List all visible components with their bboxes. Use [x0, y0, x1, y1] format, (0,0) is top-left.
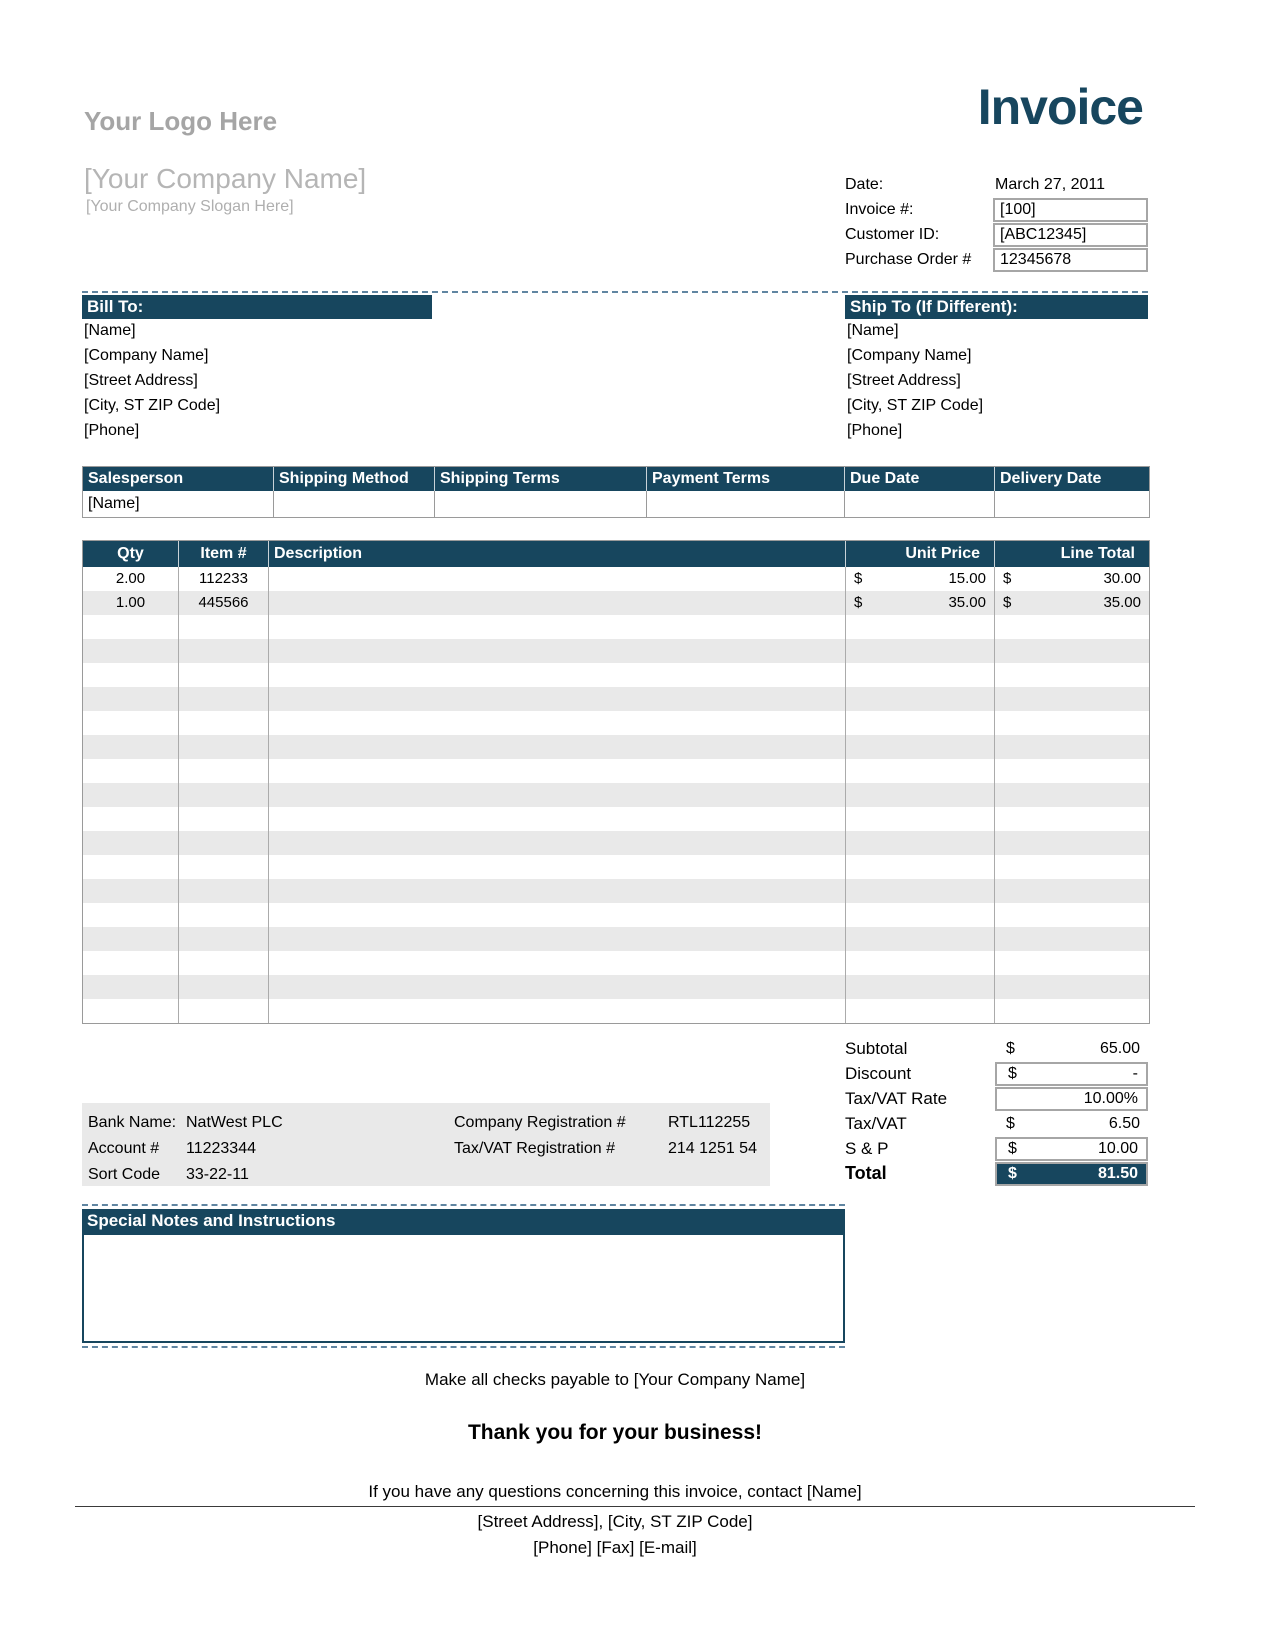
bank-row	[454, 1136, 757, 1162]
items-row	[83, 687, 1149, 711]
items-row	[83, 783, 1149, 807]
shipping-table-header-row	[83, 467, 1149, 491]
special-notes-input-area[interactable]	[82, 1233, 845, 1343]
item-number-cell	[179, 687, 269, 711]
totals-label: S & P	[845, 1138, 889, 1158]
currency-symbol: $	[1008, 1064, 1017, 1082]
item-number-cell	[179, 807, 269, 831]
bank-value: NatWest PLC	[186, 1114, 283, 1131]
currency-symbol: $	[1006, 1114, 1015, 1132]
qty-cell	[83, 663, 179, 687]
qty-cell	[83, 903, 179, 927]
address-line: [Street Address]	[847, 372, 961, 389]
totals-row	[845, 1161, 1148, 1186]
description-cell	[269, 759, 846, 783]
item-number-cell	[179, 855, 269, 879]
unit-price-cell	[846, 831, 995, 855]
meta-value-field[interactable]: [100]	[993, 198, 1148, 222]
shipping-header-cell: Due Date	[845, 467, 995, 491]
item-number-cell	[179, 999, 269, 1023]
item-number-cell	[179, 735, 269, 759]
items-row	[83, 567, 1149, 591]
special-notes-header: Special Notes and Instructions	[82, 1209, 845, 1233]
amount: 35.00	[948, 594, 986, 611]
unit-price-cell	[846, 567, 995, 591]
unit-price-cell	[846, 927, 995, 951]
totals-label: Total	[845, 1163, 887, 1183]
item-number-cell: 445566	[179, 591, 269, 615]
line-total-cell	[995, 975, 1149, 999]
qty-cell	[83, 687, 179, 711]
items-row	[83, 639, 1149, 663]
invoice-meta-row	[845, 222, 1148, 247]
line-total-cell	[995, 951, 1149, 975]
ship-to-address	[847, 318, 983, 443]
page-break-dashes	[82, 291, 1148, 293]
description-cell	[269, 927, 846, 951]
totals-value-box[interactable]	[995, 1062, 1148, 1086]
totals-label: Tax/VAT	[845, 1113, 907, 1133]
line-total-cell	[995, 591, 1149, 615]
qty-cell	[83, 999, 179, 1023]
shipping-row-cell	[995, 491, 1149, 517]
item-number-cell	[179, 759, 269, 783]
description-cell	[269, 783, 846, 807]
unit-price-cell	[846, 855, 995, 879]
bank-value: 214 1251 54	[668, 1140, 757, 1157]
line-total-cell	[995, 639, 1149, 663]
items-row	[83, 615, 1149, 639]
unit-price-cell	[846, 951, 995, 975]
invoice-meta-row	[845, 197, 1148, 222]
unit-price-cell	[846, 735, 995, 759]
bill-to-address	[84, 318, 220, 443]
ship-to-header: Ship To (If Different):	[845, 295, 1148, 319]
item-number-cell	[179, 951, 269, 975]
line-total-cell	[995, 927, 1149, 951]
amount: 10.00	[1097, 1139, 1138, 1157]
company-logo-text: Your Logo Here	[84, 106, 278, 136]
shipping-header-cell: Payment Terms	[647, 467, 845, 491]
bill-to-header: Bill To:	[82, 295, 432, 319]
totals-value-box[interactable]	[995, 1087, 1148, 1111]
meta-value: March 27, 2011	[995, 176, 1105, 193]
item-number-cell	[179, 975, 269, 999]
unit-price-cell	[846, 975, 995, 999]
items-row	[83, 951, 1149, 975]
unit-price-cell	[846, 591, 995, 615]
unit-price-cell	[846, 807, 995, 831]
items-header-cell: Description	[269, 541, 846, 567]
bank-row	[88, 1162, 283, 1188]
address-line: [Name]	[847, 322, 899, 339]
unit-price-cell	[846, 687, 995, 711]
totals-value	[995, 1111, 1148, 1136]
line-total-cell	[995, 567, 1149, 591]
qty-cell	[83, 711, 179, 735]
amount: 15.00	[948, 570, 986, 587]
address-line: [Phone]	[84, 422, 140, 439]
page-break-dashes	[82, 1346, 845, 1348]
qty-cell	[83, 759, 179, 783]
line-total-cell	[995, 879, 1149, 903]
items-row	[83, 831, 1149, 855]
item-number-cell	[179, 639, 269, 663]
items-row	[83, 999, 1149, 1023]
qty-cell	[83, 735, 179, 759]
unit-price-cell	[846, 879, 995, 903]
line-total-cell	[995, 783, 1149, 807]
qty-cell	[83, 831, 179, 855]
address-line: [Street Address]	[84, 372, 198, 389]
description-cell	[269, 951, 846, 975]
shipping-table-data-row	[83, 491, 1149, 517]
checks-payable-line: Make all checks payable to [Your Company Name]	[424, 1370, 806, 1389]
items-row	[83, 591, 1149, 615]
description-cell	[269, 735, 846, 759]
qty-cell	[83, 783, 179, 807]
description-cell	[269, 615, 846, 639]
description-cell	[269, 879, 846, 903]
shipping-header-cell: Salesperson	[83, 467, 274, 491]
amount: 81.50	[1097, 1164, 1138, 1182]
item-number-cell	[179, 927, 269, 951]
address-line: [City, ST ZIP Code]	[847, 397, 984, 414]
items-row	[83, 855, 1149, 879]
description-cell	[269, 975, 846, 999]
bank-details-right-column	[454, 1110, 757, 1162]
description-cell	[269, 687, 846, 711]
unit-price-cell	[846, 999, 995, 1023]
meta-label: Invoice #:	[845, 200, 914, 218]
invoice-meta-row	[845, 247, 1148, 272]
amount: 65.00	[1099, 1039, 1140, 1057]
totals-row	[845, 1086, 1148, 1111]
description-cell	[269, 903, 846, 927]
totals-row	[845, 1111, 1148, 1136]
description-cell	[269, 639, 846, 663]
amount: 30.00	[1103, 570, 1141, 587]
totals-label: Tax/VAT Rate	[845, 1088, 948, 1108]
amount: -	[1132, 1064, 1138, 1082]
currency-symbol: $	[1008, 1139, 1017, 1157]
item-number-cell: 112233	[179, 567, 269, 591]
unit-price-cell	[846, 903, 995, 927]
line-total-cell	[995, 735, 1149, 759]
page-break-dashes	[82, 1204, 845, 1206]
bank-value: 11223344	[186, 1140, 256, 1157]
shipping-row-cell	[845, 491, 995, 517]
company-name: [Your Company Name]	[84, 163, 367, 194]
address-line: [Company Name]	[847, 347, 972, 364]
address-line: [Name]	[84, 322, 136, 339]
bank-label: Company Registration #	[454, 1114, 626, 1131]
currency-symbol: $	[1003, 570, 1012, 587]
meta-value-field[interactable]: [ABC12345]	[993, 223, 1148, 247]
amount: 6.50	[1108, 1114, 1140, 1132]
bank-row	[88, 1110, 283, 1136]
unit-price-cell	[846, 663, 995, 687]
items-table-body	[83, 567, 1149, 1023]
items-header-cell: Item #	[179, 541, 269, 567]
shipping-header-cell: Delivery Date	[995, 467, 1149, 491]
currency-symbol: $	[1003, 594, 1012, 611]
items-header-cell: Qty	[83, 541, 179, 567]
description-cell	[269, 999, 846, 1023]
item-number-cell	[179, 783, 269, 807]
unit-price-cell	[846, 759, 995, 783]
line-total-cell	[995, 687, 1149, 711]
line-total-cell	[995, 855, 1149, 879]
currency-symbol: $	[1006, 1039, 1015, 1057]
items-row	[83, 759, 1149, 783]
qty-cell	[83, 615, 179, 639]
description-cell	[269, 663, 846, 687]
qty-cell	[83, 951, 179, 975]
items-row	[83, 711, 1149, 735]
page-title: Invoice	[977, 79, 1143, 135]
description-cell	[269, 807, 846, 831]
items-header-cell: Line Total	[995, 541, 1149, 567]
unit-price-cell	[846, 783, 995, 807]
line-total-cell	[995, 831, 1149, 855]
shipping-header-cell: Shipping Method	[274, 467, 435, 491]
shipping-header-cell: Shipping Terms	[435, 467, 647, 491]
totals-row	[845, 1136, 1148, 1161]
line-total-cell	[995, 615, 1149, 639]
shipping-row-cell	[647, 491, 845, 517]
meta-label: Date:	[845, 175, 884, 193]
unit-price-cell	[846, 639, 995, 663]
bank-value: 33-22-11	[186, 1166, 249, 1183]
line-total-cell	[995, 999, 1149, 1023]
meta-label: Purchase Order #	[845, 250, 972, 268]
currency-symbol: $	[854, 594, 863, 611]
description-cell	[269, 591, 846, 615]
qty-cell: 2.00	[83, 567, 179, 591]
item-number-cell	[179, 615, 269, 639]
item-number-cell	[179, 879, 269, 903]
bank-details	[82, 1103, 770, 1186]
footer-phone-line: [Phone] [Fax] [E-mail]	[533, 1538, 697, 1557]
items-row	[83, 663, 1149, 687]
description-cell	[269, 831, 846, 855]
totals-value-box	[995, 1162, 1148, 1186]
currency-symbol: $	[854, 570, 863, 587]
footer-address-line: [Street Address], [City, ST ZIP Code]	[477, 1512, 753, 1531]
qty-cell	[83, 927, 179, 951]
item-number-cell	[179, 711, 269, 735]
bank-details-left-column	[88, 1110, 283, 1188]
line-total-cell	[995, 807, 1149, 831]
company-slogan: [Your Company Slogan Here]	[86, 198, 294, 215]
line-total-cell	[995, 903, 1149, 927]
line-total-cell	[995, 759, 1149, 783]
description-cell	[269, 855, 846, 879]
meta-label: Customer ID:	[845, 225, 940, 243]
address-line: [City, ST ZIP Code]	[84, 397, 221, 414]
items-header-cell: Unit Price	[846, 541, 995, 567]
thank-you-line: Thank you for your business!	[467, 1421, 763, 1444]
item-number-cell	[179, 831, 269, 855]
bank-value: RTL112255	[668, 1114, 751, 1131]
qty-cell	[83, 639, 179, 663]
qty-cell	[83, 807, 179, 831]
bank-row	[454, 1110, 757, 1136]
amount: 10.00%	[1083, 1089, 1138, 1107]
totals-label: Subtotal	[845, 1038, 908, 1058]
shipping-row-cell	[435, 491, 647, 517]
bank-row	[88, 1136, 283, 1162]
invoice-meta	[845, 172, 1148, 272]
line-total-cell	[995, 663, 1149, 687]
invoice-meta-row	[845, 172, 1148, 197]
contact-line: If you have any questions concerning this invoice, contact [Name]	[368, 1482, 862, 1501]
bank-label: Account #	[88, 1140, 160, 1157]
address-line: [Phone]	[847, 422, 903, 439]
description-cell	[269, 711, 846, 735]
qty-cell: 1.00	[83, 591, 179, 615]
bank-label: Sort Code	[88, 1166, 161, 1183]
totals-value	[995, 1036, 1148, 1061]
items-row	[83, 975, 1149, 999]
currency-symbol: $	[1008, 1164, 1017, 1182]
unit-price-cell	[846, 615, 995, 639]
shipping-row-cell	[274, 491, 435, 517]
totals-section	[845, 1036, 1148, 1186]
bank-label: Tax/VAT Registration #	[454, 1140, 615, 1157]
items-table-header-row	[83, 541, 1149, 567]
totals-row	[845, 1061, 1148, 1086]
item-number-cell	[179, 903, 269, 927]
description-cell	[269, 567, 846, 591]
totals-row	[845, 1036, 1148, 1061]
unit-price-cell	[846, 711, 995, 735]
totals-label: Discount	[845, 1063, 912, 1083]
items-row	[83, 927, 1149, 951]
meta-value-field[interactable]: 12345678	[993, 248, 1148, 272]
line-total-cell	[995, 711, 1149, 735]
qty-cell	[83, 879, 179, 903]
qty-cell	[83, 975, 179, 999]
shipping-row-cell: [Name]	[83, 491, 274, 517]
items-row	[83, 807, 1149, 831]
address-line: [Company Name]	[84, 347, 209, 364]
items-row	[83, 735, 1149, 759]
totals-value-box[interactable]	[995, 1137, 1148, 1161]
amount: 35.00	[1103, 594, 1141, 611]
items-table	[82, 540, 1150, 1024]
qty-cell	[83, 855, 179, 879]
shipping-info-table	[82, 466, 1150, 518]
item-number-cell	[179, 663, 269, 687]
items-row	[83, 903, 1149, 927]
items-row	[83, 879, 1149, 903]
footer-divider	[75, 1506, 1195, 1507]
bank-label: Bank Name:	[88, 1114, 177, 1131]
